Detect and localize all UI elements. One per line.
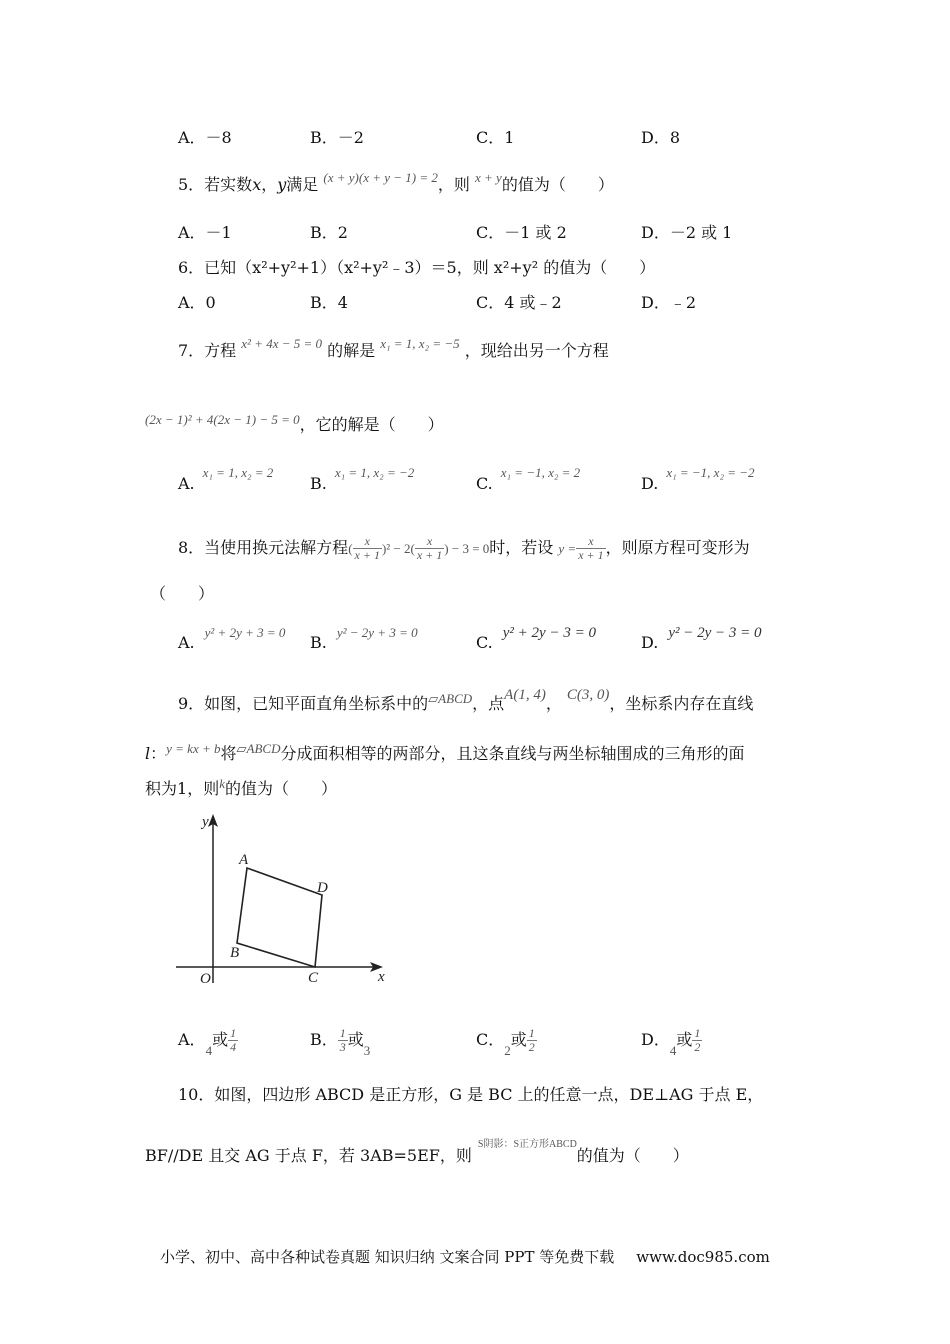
q9-line3: 积为1，则$^k$的值为（ ） <box>145 776 338 798</box>
q9-option-c: C．$_2$或 $\frac{1}{2}$ <box>476 1026 535 1058</box>
label-origin: O <box>200 971 211 987</box>
question-7: 7．方程 $^{x^2 + 4x - 5 = 0}$ 的解是 $^{x_1 = 1, x_2 = -5}$ ，现给出另一个方程 <box>178 336 609 360</box>
q5-option-b: B．2 <box>310 223 348 242</box>
q5-option-a: A．－1 <box>178 223 232 242</box>
q7-line2: $^{(2x - 1)^2 + 4(2x - 1) - 5 = 0}$，它的解是（ ） <box>145 412 444 434</box>
q9-option-b: B． $\frac{1}{3}$ 或$_3$ <box>310 1026 371 1058</box>
q9-line2: l：$^{y = kx + b}$将$^{▱ABCD}$分成面积相等的两部分，且这条直线与两坐标轴围成的三角形的面 <box>145 741 745 763</box>
label-b: B <box>230 945 240 961</box>
question-8: 8．当使用换元法解方程( $\frac{x}{x + 1}$ )² − 2( $\frac{x}{x + 1}$ ) − 3 = 0时，若设 y = $\frac{x}{x + 1}$ ，则原方程可变形为 <box>178 534 750 562</box>
q5-option-c: C．－1 或 2 <box>476 223 567 242</box>
question-6: 6．已知（x²+y²+1）（x²+y²﹣3）＝5，则 x²+y² 的值为（ ） <box>178 258 656 277</box>
q9-line-equation: y = kx + b <box>166 741 221 756</box>
q10-ratio: S阴影：S正方形ABCD <box>477 1139 577 1150</box>
q7-option-d: D.$^{x_1 = -1, x_2 = -2}$ <box>641 465 755 493</box>
q6-option-a: A．0 <box>178 293 216 312</box>
q8-fraction-1: $\frac{x}{x + 1}$ <box>354 534 380 562</box>
q8-option-d: D. y² − 2y − 3 = 0 <box>641 625 762 652</box>
footer-url: www.doc985.com <box>636 1248 770 1266</box>
q8-paren: （ ） <box>150 584 215 603</box>
q7-new-equation: (2x − 1)² + 4(2x − 1) − 5 = 0 <box>145 412 300 427</box>
question-5: 5．若实数x，y满足 $^{(x + y)(x + y - 1) = 2}$，则 $^{x + y}$的值为（ ） <box>178 170 614 194</box>
q8-option-c: C. y² + 2y − 3 = 0 <box>476 625 596 652</box>
question-10-line2: BF//DE 且交 AG 于点 F，若 3AB=5EF，则$^{S阴影:S正方形ABCD}$的值为（ ） <box>145 1139 689 1165</box>
parallelogram-abcd <box>237 868 322 967</box>
label-y-axis: y <box>202 814 209 830</box>
q7-solution: x₁ = 1, x₂ = −5 <box>380 336 460 351</box>
q5-option-d: D．－2 或 1 <box>641 223 733 242</box>
question-10-line1: 10．如图，四边形 ABCD 是正方形，G 是 BC 上的任意一点，DE⊥AG 于点 E， <box>178 1085 764 1104</box>
q6-option-b: B．4 <box>310 293 348 312</box>
q6-option-d: D．﹣2 <box>641 293 697 312</box>
question-9: 9．如图，已知平面直角坐标系中的$^{▱ABCD}$，点A(1, 4)， C(3, 0)，坐标系内存在直线 <box>178 687 754 713</box>
q5-equation: (x + y)(x + y − 1) = 2 <box>323 170 438 185</box>
q9-point-c: C(3, 0) <box>566 687 610 703</box>
q7-equation: x² + 4x − 5 = 0 <box>241 336 323 351</box>
label-x-axis: x <box>378 969 385 985</box>
label-d: D <box>317 880 328 896</box>
label-c: C <box>308 970 319 986</box>
q7-option-b: B.$^{x_1 = 1, x_2 = -2}$ <box>310 465 415 493</box>
q6-option-c: C．4 或﹣2 <box>476 293 562 312</box>
footer-text: 小学、初中、高中各种试卷真题 知识归纳 文案合同 PPT 等免费下载 www.doc985.com <box>160 1248 770 1266</box>
q9-point-a: A(1, 4) <box>504 687 546 703</box>
q7-option-a: A.$^{x_1 = 1, x_2 = 2}$ <box>178 465 274 493</box>
q8-option-a: A.$^{y^2 + 2y + 3 = 0}$ <box>178 625 286 652</box>
q4-option-b: B．－2 <box>310 128 364 147</box>
q8-fraction-3: $\frac{x}{x + 1}$ <box>578 534 604 562</box>
q4-option-c: C．1 <box>476 128 515 147</box>
q4-option-d: D．8 <box>641 128 681 147</box>
q9-option-d: D．$_4$或 $\frac{1}{2}$ <box>641 1026 701 1058</box>
q4-option-a: A．－8 <box>178 128 232 147</box>
q8-fraction-2: $\frac{x}{x + 1}$ <box>416 534 443 562</box>
q9-figure <box>170 808 395 993</box>
label-a: A <box>239 852 249 868</box>
q7-option-c: C.$^{x_1 = -1, x_2 = 2}$ <box>476 465 581 493</box>
q5-expression: x + y <box>475 170 502 185</box>
q8-option-b: B.$^{y^2 - 2y + 3 = 0}$ <box>310 625 418 652</box>
q9-option-a: A．$_4$或 $\frac{1}{4}$ <box>178 1026 237 1058</box>
